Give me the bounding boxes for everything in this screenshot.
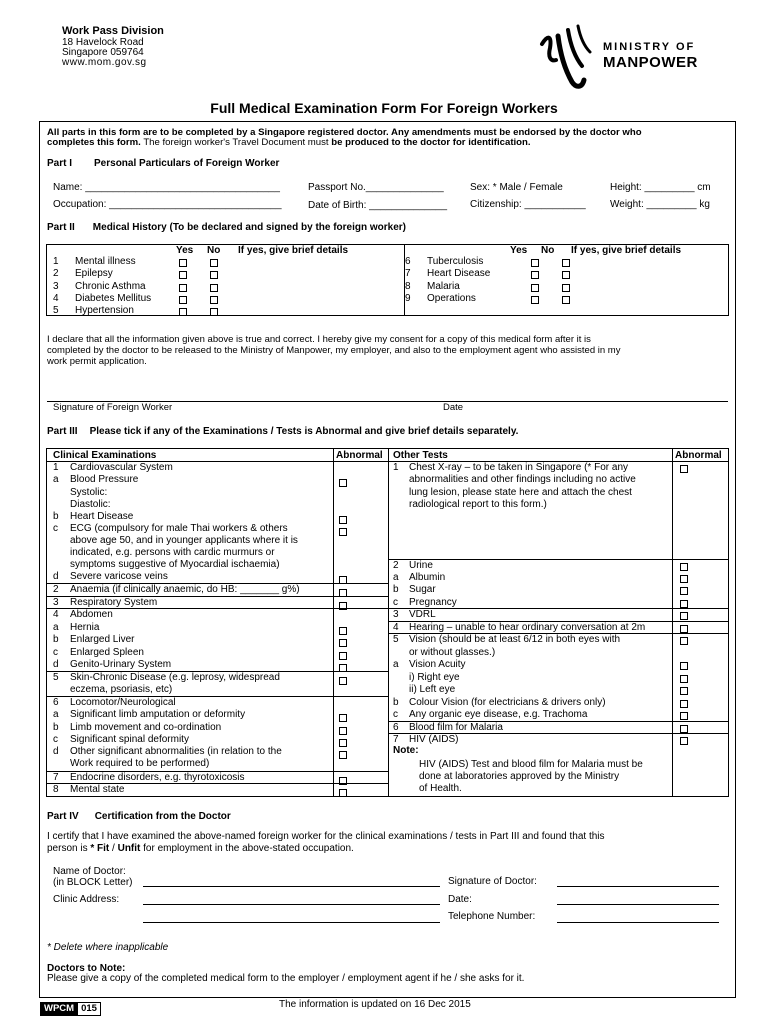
clinical-exam-header: Clinical Examinations [53, 450, 157, 461]
history-item-number: 4 [53, 292, 59, 304]
history-item-label: Mental illness [75, 256, 136, 267]
other-test-text: Hearing – unable to hear ordinary conversation at 2m [409, 622, 646, 633]
dob-field[interactable]: Date of Birth: ______________ [308, 200, 447, 211]
clinical-item-number: 5 [53, 672, 59, 683]
history-item-label: Epilepsy [75, 268, 113, 280]
doctor-name-field[interactable] [143, 886, 440, 887]
doctor-name-label: Name of Doctor: [53, 866, 126, 877]
clinical-item-number: d [53, 746, 59, 757]
other-test-text: i) Right eye [409, 672, 460, 683]
clinical-item-text: Work required to be performed) [70, 758, 210, 769]
clinical-item-number: b [53, 722, 59, 733]
other-abnormal-checkbox[interactable] [680, 563, 688, 571]
declaration-line-3: work permit application. [47, 356, 147, 367]
clinical-item-number: a [53, 474, 59, 485]
clinical-abnormal-checkbox[interactable] [339, 516, 347, 524]
clinical-item-number: a [53, 622, 59, 633]
other-abnormal-checkbox[interactable] [680, 712, 688, 720]
history-yes-checkbox[interactable] [531, 296, 539, 304]
clinical-abnormal-checkbox[interactable] [339, 751, 347, 759]
clinical-abnormal-checkbox[interactable] [339, 528, 347, 536]
other-test-text: Urine [409, 560, 433, 571]
history-item-label: Tuberculosis [427, 256, 484, 267]
clinical-item-text: symptoms suggestive of Myocardial ischaemia) [70, 559, 280, 570]
clinical-item-number: b [53, 511, 59, 522]
clinical-abnormal-checkbox[interactable] [339, 739, 347, 747]
other-test-text: Blood film for Malaria [409, 722, 503, 733]
telephone-field[interactable] [557, 922, 719, 923]
clinical-item-text: Limb movement and co-ordination [70, 722, 222, 733]
intro-line-2: completes this form. The foreign worker's Travel Document must be produced to the doctor for identification. [47, 137, 531, 148]
clinical-item-number: a [53, 709, 59, 720]
website-text: www.mom.gov.sg [62, 57, 147, 68]
declaration-line-2: completed by the doctor to be released to the Ministry of Manpower, my employer, and also to the employment agent who assisted in my [47, 345, 621, 356]
history-no-checkbox[interactable] [562, 259, 570, 267]
other-abnormal-checkbox[interactable] [680, 637, 688, 645]
history-no-checkbox[interactable] [210, 259, 218, 267]
other-abnormal-checkbox[interactable] [680, 700, 688, 708]
other-test-number: b [393, 697, 399, 708]
doctor-signature-label: Signature of Doctor: [448, 876, 537, 887]
form-code-number: 015 [77, 1003, 100, 1015]
clinical-item-text: Significant spinal deformity [70, 734, 189, 745]
part2-heading: Part II Medical History (To be declared and signed by the foreign worker) [47, 222, 407, 233]
other-test-text: HIV (AIDS) [409, 734, 459, 745]
clinical-item-number: c [53, 734, 58, 745]
other-test-text: abnormalities and other findings including no active [409, 474, 636, 485]
history-item-number: 2 [53, 268, 59, 280]
other-test-text: radiological report to this form.) [409, 499, 547, 510]
other-abnormal-checkbox[interactable] [680, 625, 688, 633]
history-yes-checkbox[interactable] [531, 271, 539, 279]
part1-heading: Part I Personal Particulars of Foreign Worker [47, 158, 280, 169]
yes-header: Yes [176, 245, 194, 256]
history-item-number: 1 [53, 256, 59, 267]
history-item-label: Malaria [427, 280, 460, 292]
form-code [40, 1002, 101, 1016]
history-item-label: Hypertension [75, 305, 134, 317]
clinical-item-number: 2 [53, 584, 59, 595]
no-header: No [207, 245, 221, 256]
other-abnormal-checkbox[interactable] [680, 587, 688, 595]
note-line-2: done at laboratories approved by the Ministry [419, 771, 620, 782]
other-test-text: ii) Left eye [409, 684, 456, 695]
logo-line-1: MINISTRY OF [603, 41, 696, 53]
history-item-label: Operations [427, 292, 476, 304]
clinical-item-text: Enlarged Spleen [70, 647, 144, 658]
signature-date-label: Date [443, 402, 464, 413]
other-test-number: c [393, 709, 398, 720]
clinical-item-text: Locomotor/Neurological [70, 697, 176, 708]
passport-field[interactable]: Passport No.______________ [308, 182, 444, 193]
clinical-item-text: Other significant abnormalities (in relation to the [70, 746, 282, 757]
clinical-item-text: Endocrine disorders, e.g. thyrotoxicosis [70, 772, 245, 783]
history-item-number: 7 [405, 268, 411, 280]
clinical-abnormal-checkbox[interactable] [339, 589, 347, 597]
other-test-number: b [393, 584, 399, 595]
history-item-number: 3 [53, 280, 59, 292]
citizenship-field[interactable]: Citizenship: ___________ [470, 199, 586, 210]
clinical-item-text: above age 50, and in younger applicants where it is [70, 535, 298, 546]
other-test-text: Any organic eye disease, e.g. Trachoma [409, 709, 588, 720]
history-yes-checkbox[interactable] [531, 259, 539, 267]
other-abnormal-checkbox[interactable] [680, 725, 688, 733]
delete-footnote: * Delete where inapplicable [47, 942, 169, 953]
other-abnormal-checkbox[interactable] [680, 465, 688, 473]
clinical-item-text: Cardiovascular System [70, 462, 173, 473]
other-test-text: Albumin [409, 572, 446, 583]
address-line-2: Singapore 059764 [62, 47, 144, 58]
other-abnormal-checkbox[interactable] [680, 737, 688, 745]
history-item-label: Chronic Asthma [75, 280, 146, 292]
clinical-item-text: Mental state [70, 784, 125, 795]
history-item-label: Heart Disease [427, 268, 491, 280]
doctor-name-sublabel: (in BLOCK Letter) [53, 877, 133, 888]
no-header-2: No [541, 245, 555, 256]
note-line-1: HIV (AIDS) Test and blood film for Malaria must be [419, 759, 643, 770]
history-yes-checkbox[interactable] [179, 308, 187, 316]
other-abnormal-checkbox[interactable] [680, 612, 688, 620]
details-header-2: If yes, give brief details [571, 245, 682, 256]
other-abnormal-checkbox[interactable] [680, 675, 688, 683]
history-yes-checkbox[interactable] [179, 271, 187, 279]
sex-field[interactable]: Sex: * Male / Female [470, 182, 563, 193]
doctor-date-field[interactable] [557, 904, 719, 905]
history-item-number: 6 [405, 256, 411, 267]
history-no-checkbox[interactable] [210, 271, 218, 279]
part4-heading: Part IV Certification from the Doctor [47, 811, 231, 822]
clinical-abnormal-checkbox[interactable] [339, 627, 347, 635]
doctor-date-label: Date: [448, 894, 472, 905]
other-test-text: VDRL [409, 609, 436, 620]
doctors-note-title: Doctors to Note: [47, 963, 126, 974]
clinical-item-text: Enlarged Liver [70, 634, 135, 645]
clinical-item-number: 3 [53, 597, 59, 608]
height-field[interactable]: Height: _________ cm [610, 182, 711, 193]
updated-note: The information is updated on 16 Dec 2015 [279, 999, 471, 1010]
telephone-label: Telephone Number: [448, 911, 536, 922]
other-test-number: c [393, 597, 398, 608]
other-test-text: lung lesion, please state here and attach the chest [409, 487, 632, 498]
clinic-address-field-1[interactable] [143, 904, 440, 905]
other-test-number: 7 [393, 734, 399, 745]
clinical-item-text: Significant limb amputation or deformity [70, 709, 246, 720]
clinical-abnormal-checkbox[interactable] [339, 677, 347, 685]
other-test-number: 6 [393, 722, 399, 733]
clinical-abnormal-checkbox[interactable] [339, 664, 347, 672]
other-abnormal-checkbox[interactable] [680, 575, 688, 583]
other-test-text: Chest X-ray – to be taken in Singapore (* For any [409, 462, 629, 473]
clinical-item-text: ECG (compulsory for male Thai workers & others [70, 523, 288, 534]
form-title: Full Medical Examination Form For Foreign Workers [210, 100, 558, 116]
clinic-address-label: Clinic Address: [53, 894, 120, 905]
other-test-number: 3 [393, 609, 399, 620]
clinical-item-text: Blood Pressure [70, 474, 139, 485]
other-test-text: Sugar [409, 584, 436, 595]
clinical-abnormal-checkbox[interactable] [339, 789, 347, 797]
history-no-checkbox[interactable] [562, 296, 570, 304]
address-line-1: 18 Havelock Road [62, 37, 144, 48]
other-test-text: Colour Vision (for electricians & drivers only) [409, 697, 606, 708]
history-item-number: 8 [405, 280, 411, 292]
details-header: If yes, give brief details [238, 245, 349, 256]
other-test-number: a [393, 659, 399, 670]
clinical-abnormal-checkbox[interactable] [339, 602, 347, 610]
other-abnormal-checkbox[interactable] [680, 687, 688, 695]
clinical-abnormal-checkbox[interactable] [339, 714, 347, 722]
history-no-checkbox[interactable] [562, 284, 570, 292]
certify-line-1: I certify that I have examined the above-named foreign worker for the clinical examinations / tests in Part III and found that this [47, 831, 605, 842]
name-field[interactable]: Name: ___________________________________ [53, 182, 280, 193]
doctors-note-text: Please give a copy of the completed medical form to the employer / employment agent if he / she asks for it. [47, 973, 525, 984]
clinical-item-text: Respiratory System [70, 597, 158, 608]
clinical-item-text: Heart Disease [70, 511, 134, 522]
other-tests-header: Other Tests [393, 450, 448, 461]
clinical-abnormal-checkbox[interactable] [339, 576, 347, 584]
signature-worker-label: Signature of Foreign Worker [53, 402, 173, 413]
history-item-number: 9 [405, 292, 411, 304]
clinical-item-number: d [53, 571, 59, 582]
note-label: Note: [393, 745, 419, 756]
clinical-item-text: Abdomen [70, 609, 113, 620]
history-item-number: 5 [53, 305, 59, 317]
clinical-item-number: b [53, 634, 59, 645]
intro-line-1: All parts in this form are to be completed by a Singapore registered doctor. Any amendments must be endorsed by the doctor who [47, 127, 642, 138]
history-yes-checkbox[interactable] [531, 284, 539, 292]
history-no-checkbox[interactable] [210, 308, 218, 316]
declaration-line-1: I declare that all the information given above is true and correct. I hereby give my consent for a copy of this medical form after it is [47, 334, 591, 345]
other-test-number: 4 [393, 622, 399, 633]
clinical-abnormal-checkbox[interactable] [339, 639, 347, 647]
history-no-checkbox[interactable] [562, 271, 570, 279]
history-yes-checkbox[interactable] [179, 296, 187, 304]
clinical-item-text: Systolic: [70, 487, 108, 498]
other-test-text: Vision (should be at least 6/12 in both eyes with [409, 634, 621, 645]
clinical-abnormal-checkbox[interactable] [339, 777, 347, 785]
other-test-number: 2 [393, 560, 399, 571]
clinical-item-number: c [53, 647, 58, 658]
other-abnormal-checkbox[interactable] [680, 600, 688, 608]
clinical-item-text: indicated, e.g. persons with cardic murmurs or [70, 547, 275, 558]
clinical-item-number: 6 [53, 697, 59, 708]
other-test-number: 5 [393, 634, 399, 645]
clinical-item-number: 4 [53, 609, 59, 620]
clinical-item-text: Skin-Chronic Disease (e.g. leprosy, widespread [70, 672, 280, 683]
other-test-text: Vision Acuity [409, 659, 466, 670]
occupation-field[interactable]: Occupation: _______________________________ [53, 199, 282, 210]
note-line-3: of Health. [419, 783, 462, 794]
other-test-number: 1 [393, 462, 399, 473]
other-test-text: Pregnancy [409, 597, 457, 608]
clinical-item-number: 8 [53, 784, 59, 795]
clinical-item-number: c [53, 523, 58, 534]
clinical-item-number: 1 [53, 462, 59, 473]
history-no-checkbox[interactable] [210, 284, 218, 292]
form-code-prefix: WPCM [41, 1003, 77, 1015]
abnormal-header: Abnormal [336, 450, 383, 461]
clinical-abnormal-checkbox[interactable] [339, 652, 347, 660]
history-yes-checkbox[interactable] [179, 284, 187, 292]
weight-field[interactable]: Weight: _________ kg [610, 199, 710, 210]
other-test-text: or without glasses.) [409, 647, 496, 658]
abnormal-header-2: Abnormal [675, 450, 722, 461]
clinical-item-text: eczema, psoriasis, etc) [70, 684, 173, 695]
division-name: Work Pass Division [62, 25, 164, 37]
doctor-signature-field[interactable] [557, 886, 719, 887]
clinical-item-text: Hernia [70, 622, 100, 633]
other-test-number: a [393, 572, 399, 583]
clinical-abnormal-checkbox[interactable] [339, 727, 347, 735]
clinical-item-number: d [53, 659, 59, 670]
clinical-item-text: Anaemia (if clinically anaemic, do HB: _______ g%) [70, 584, 300, 595]
ministry-logo-icon [538, 22, 600, 94]
clinical-item-number: 7 [53, 772, 59, 783]
clinical-item-text: Diastolic: [70, 499, 111, 510]
clinical-abnormal-checkbox[interactable] [339, 479, 347, 487]
clinical-item-text: Severe varicose veins [70, 571, 168, 582]
certify-line-2: person is * Fit / Unfit for employment in the above-stated occupation. [47, 843, 354, 854]
logo-line-2: MANPOWER [603, 54, 698, 71]
clinical-item-text: Genito-Urinary System [70, 659, 172, 670]
history-yes-checkbox[interactable] [179, 259, 187, 267]
history-no-checkbox[interactable] [210, 296, 218, 304]
yes-header-2: Yes [510, 245, 528, 256]
other-abnormal-checkbox[interactable] [680, 662, 688, 670]
history-item-label: Diabetes Mellitus [75, 292, 152, 304]
clinic-address-field-2[interactable] [143, 922, 440, 923]
part3-heading: Part III Please tick if any of the Examinations / Tests is Abnormal and give brief details separately. [47, 426, 519, 437]
